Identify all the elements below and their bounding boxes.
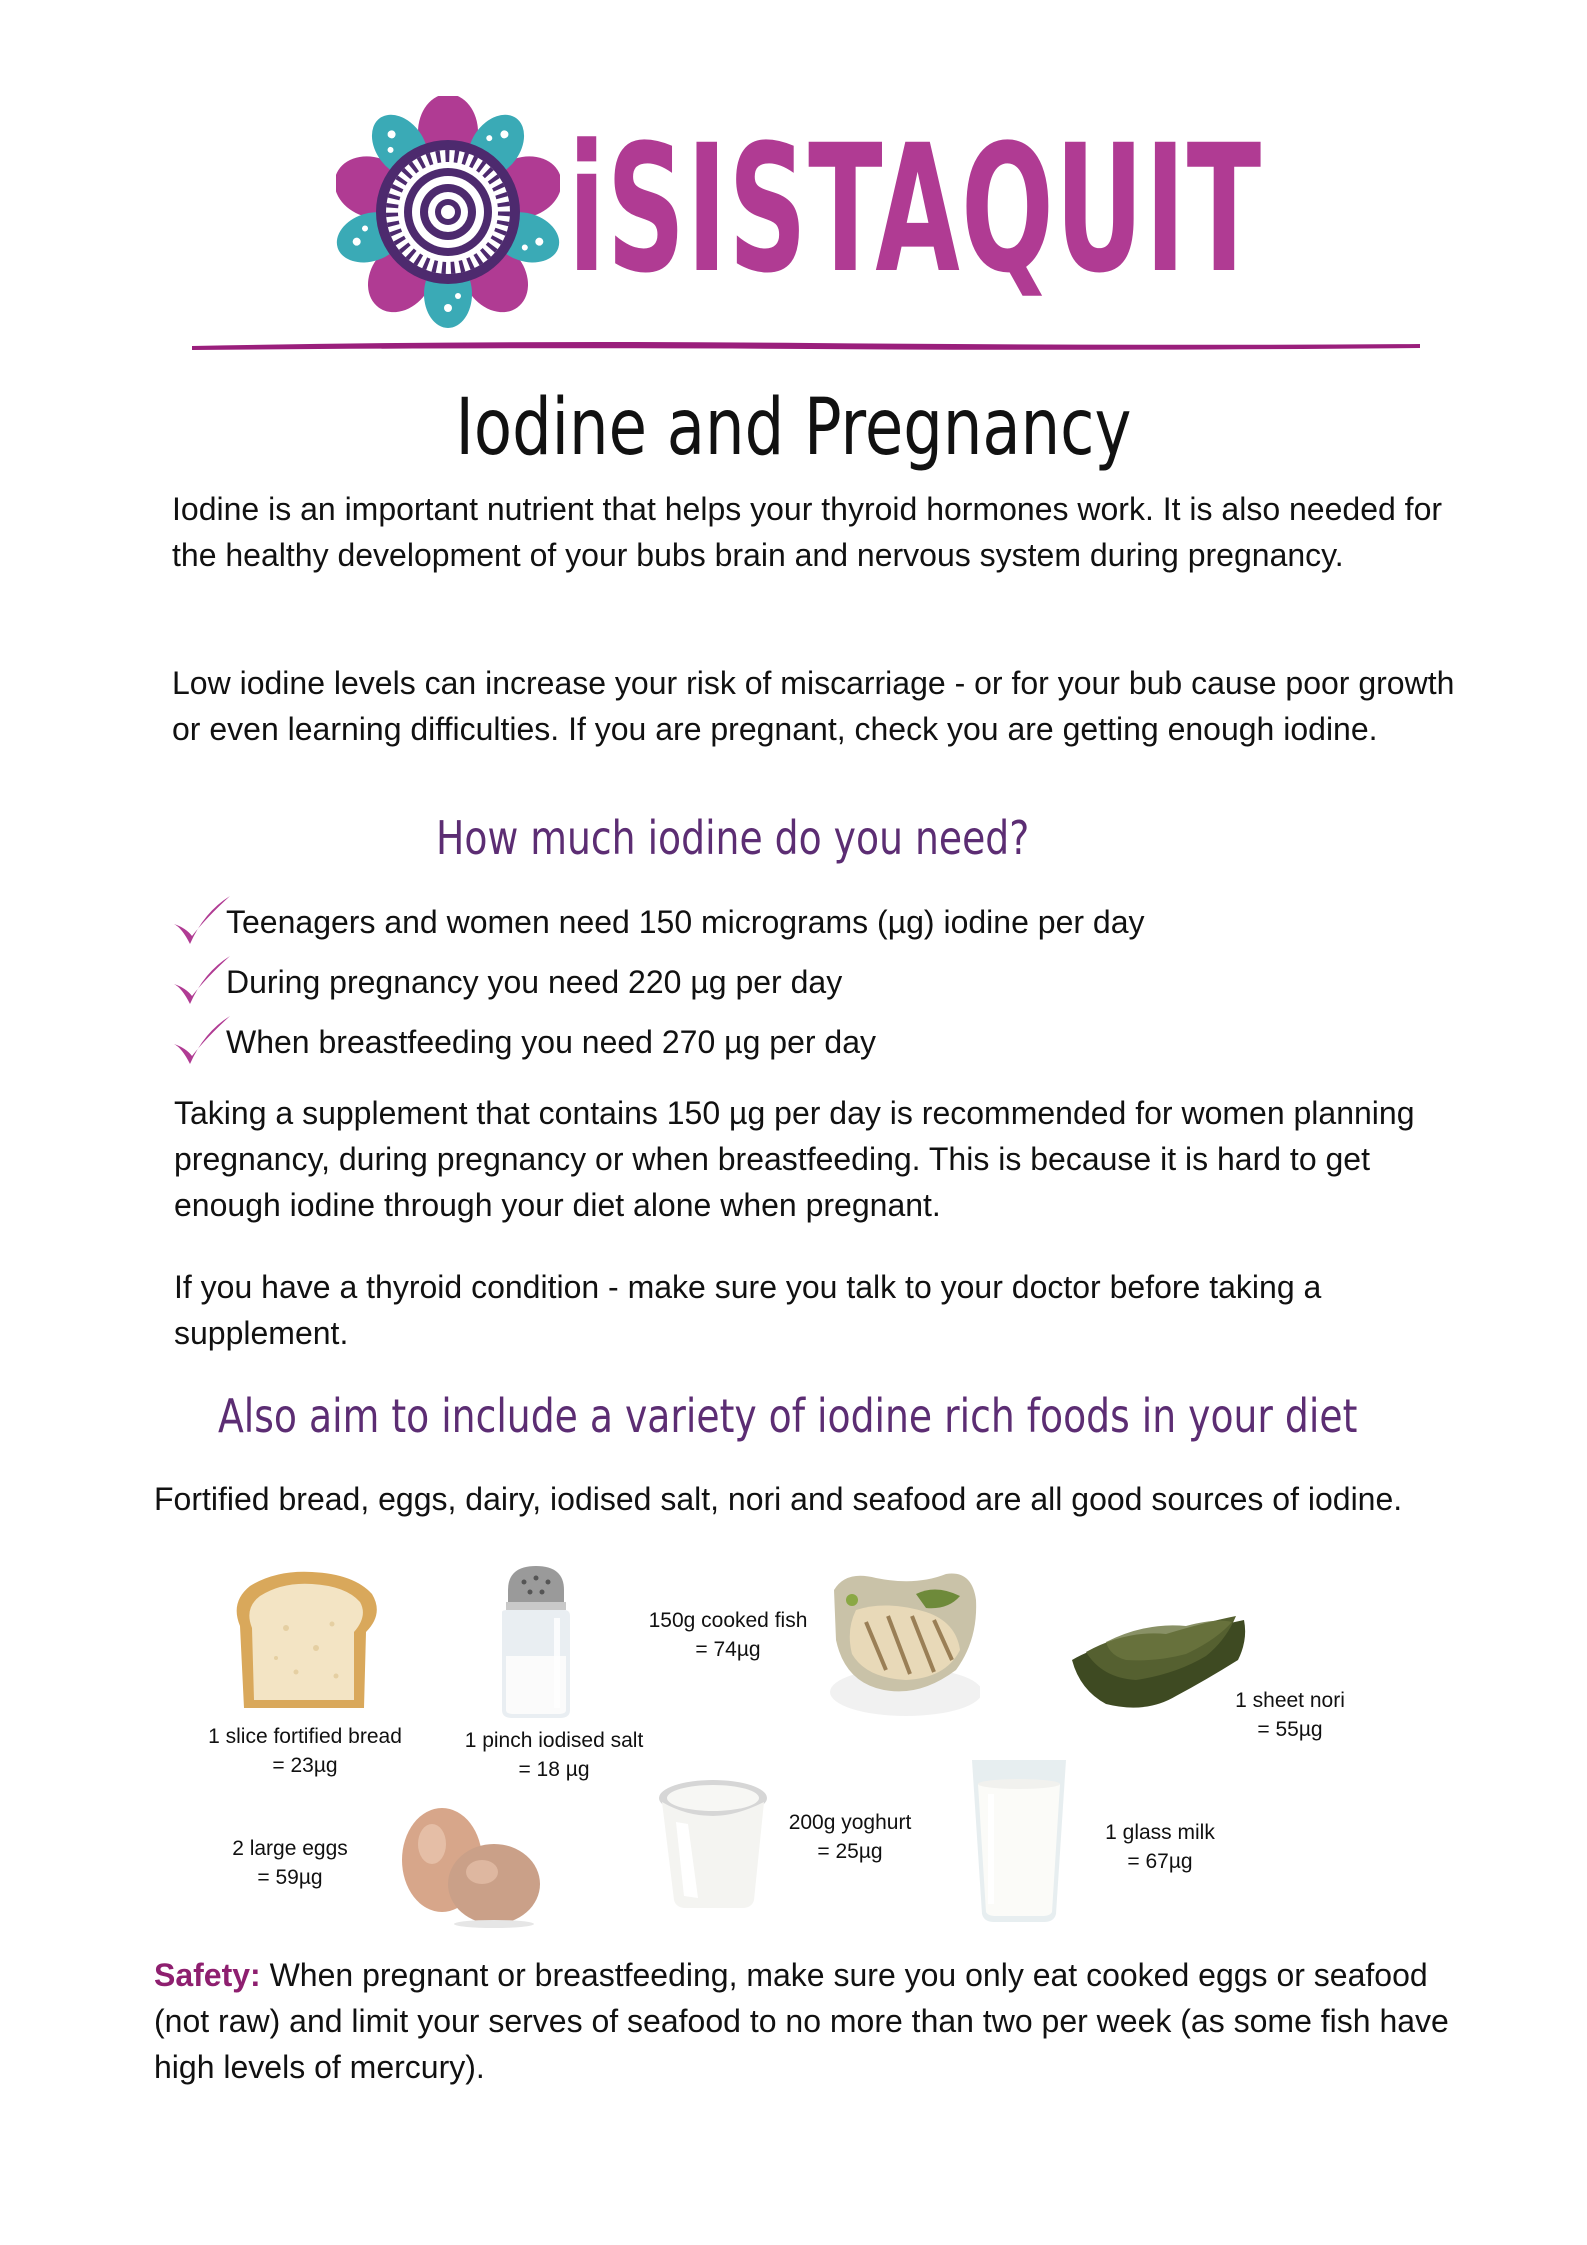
checkmark-icon bbox=[170, 892, 232, 952]
section-heading-needs-text: How much iodine do you need? bbox=[436, 811, 1030, 865]
food-label-eggs bbox=[208, 1834, 372, 1892]
food-label-value: = 74µg bbox=[695, 1638, 761, 1661]
food-label-line: 1 slice fortified bread bbox=[208, 1725, 402, 1748]
checkmark-icon bbox=[170, 952, 232, 1012]
food-label-value: = 18 µg bbox=[518, 1758, 590, 1781]
flower-mandala-icon bbox=[336, 96, 560, 328]
food-label-fish bbox=[640, 1606, 816, 1664]
list-item-text: During pregnancy you need 220 µg per day bbox=[226, 964, 843, 1000]
page-title bbox=[0, 378, 1587, 478]
supplement-paragraph: Taking a supplement that contains 150 µg per day is recommended for women planning pregnancy, during pregnancy or when breastfeeding. This is because it is hard to get enough iodine through your diet alone when pregnant. bbox=[174, 1095, 1415, 1223]
eggs-icon bbox=[390, 1800, 550, 1930]
header-divider bbox=[190, 336, 1422, 354]
safety-label: Safety: bbox=[154, 1957, 261, 1993]
food-label-line: 150g cooked fish bbox=[648, 1609, 808, 1632]
food-label-nori bbox=[1212, 1686, 1368, 1744]
food-label-value: = 23µg bbox=[272, 1754, 338, 1777]
list-item-text: When breastfeeding you need 270 µg per day bbox=[226, 1024, 876, 1060]
bread-slice-icon bbox=[226, 1568, 382, 1714]
yoghurt-cup-icon bbox=[656, 1776, 770, 1912]
food-label-line: 200g yoghurt bbox=[788, 1811, 912, 1834]
food-label-value: = 67µg bbox=[1127, 1850, 1193, 1873]
safety-paragraph bbox=[154, 1952, 1454, 2090]
section-heading-foods bbox=[218, 1386, 1587, 1446]
list-item bbox=[170, 1012, 1470, 1072]
thyroid-paragraph: If you have a thyroid condition - make sure you talk to your doctor before taking a supplement. bbox=[174, 1269, 1322, 1351]
food-label-yoghurt bbox=[770, 1808, 930, 1866]
food-label-line: 2 large eggs bbox=[232, 1837, 348, 1860]
food-label-salt bbox=[446, 1726, 662, 1784]
food-label-bread bbox=[180, 1722, 430, 1780]
list-item bbox=[170, 892, 1470, 952]
section-heading-needs bbox=[436, 808, 1159, 868]
cooked-fish-icon bbox=[826, 1560, 980, 1720]
list-item bbox=[170, 952, 1470, 1012]
food-label-line: 1 glass milk bbox=[1105, 1821, 1215, 1844]
salt-shaker-icon bbox=[494, 1560, 578, 1720]
list-item-text: Teenagers and women need 150 micrograms (µg) iodine per day bbox=[226, 904, 1145, 940]
food-label-value: = 59µg bbox=[257, 1866, 323, 1889]
checkmark-icon bbox=[170, 1012, 232, 1072]
food-label-milk bbox=[1090, 1818, 1230, 1876]
page-title-text: Iodine and Pregnancy bbox=[455, 383, 1132, 473]
intro-paragraph-2: Low iodine levels can increase your risk of miscarriage - or for your bub cause poor growth or even learning difficulties. If you are pregnant, check you are getting enough iodine. bbox=[172, 665, 1455, 747]
section-heading-foods-text: Also aim to include a variety of iodine rich foods in your diet bbox=[218, 1389, 1358, 1443]
brand-name: iSISTAQUIT bbox=[568, 107, 1263, 312]
foods-intro-paragraph: Fortified bread, eggs, dairy, iodised salt, nori and seafood are all good sources of iodine. bbox=[154, 1481, 1403, 1517]
milk-glass-icon bbox=[966, 1754, 1072, 1926]
food-label-value: = 25µg bbox=[817, 1840, 883, 1863]
safety-text: When pregnant or breastfeeding, make sure you only eat cooked eggs or seafood (not raw) and limit your serves of seafood to no more than two per week (as some fish have high levels of mercury). bbox=[154, 1957, 1449, 2085]
food-label-value: = 55µg bbox=[1257, 1718, 1323, 1741]
food-label-line: 1 pinch iodised salt bbox=[464, 1729, 644, 1752]
food-label-line: 1 sheet nori bbox=[1235, 1689, 1345, 1712]
intro-paragraph-1: Iodine is an important nutrient that helps your thyroid hormones work. It is also needed for the healthy development of your bubs brain and nervous system during pregnancy. bbox=[172, 491, 1443, 573]
